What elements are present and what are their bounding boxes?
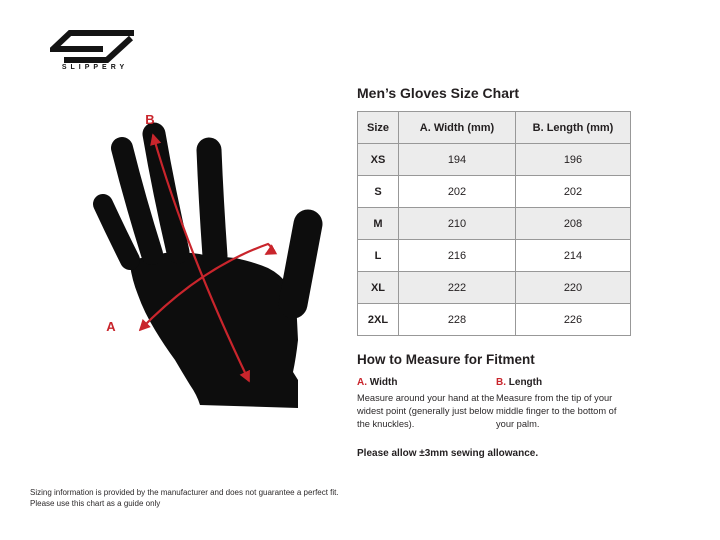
size-table xyxy=(357,111,631,336)
brand-name: SLIPPERY xyxy=(61,64,129,71)
width-cell: 228 xyxy=(399,304,516,336)
width-cell: 202 xyxy=(399,176,516,208)
size-cell: XS xyxy=(358,144,399,176)
size-chart-title: Men’s Gloves Size Chart xyxy=(357,85,520,101)
width-cell: 194 xyxy=(399,144,516,176)
size-cell: L xyxy=(358,240,399,272)
label-a: A xyxy=(106,319,116,334)
fitment-length-text: Measure from the tip of your middle finger to the bottom of your palm. xyxy=(496,393,617,430)
sewing-allowance-note: Please allow ±3mm sewing allowance. xyxy=(357,447,539,459)
size-cell: XL xyxy=(358,272,399,304)
length-cell: 214 xyxy=(516,240,631,272)
fitment-width-name: Width xyxy=(369,377,398,388)
size-cell: 2XL xyxy=(358,304,399,336)
length-cell: 202 xyxy=(516,176,631,208)
header-width: A. Width (mm) xyxy=(399,112,516,144)
width-cell: 210 xyxy=(399,208,516,240)
fitment-width-key: A. xyxy=(357,377,367,388)
size-cell: S xyxy=(358,176,399,208)
table-row xyxy=(358,208,631,240)
fitment-section-width xyxy=(357,377,496,432)
footer-disclaimer xyxy=(30,487,339,509)
fitment-columns xyxy=(357,377,630,432)
fitment-length-name: Length xyxy=(508,377,543,388)
fitment-length-heading xyxy=(496,377,630,388)
length-cell: 226 xyxy=(516,304,631,336)
fitment-width-text: Measure around your hand at the widest point (generally just below the knuckles). xyxy=(357,393,495,430)
hand-measurement-diagram xyxy=(82,100,342,430)
footer-line-1: Sizing information is provided by the manufacturer and does not guarantee a perfect fit. xyxy=(30,488,339,497)
size-chart-panel xyxy=(357,85,630,459)
fitment-section-length xyxy=(496,377,630,432)
table-row xyxy=(358,144,631,176)
table-row xyxy=(358,304,631,336)
table-row xyxy=(358,240,631,272)
hand-silhouette xyxy=(103,134,308,408)
slippery-logo-icon xyxy=(50,29,136,63)
size-cell: M xyxy=(358,208,399,240)
header-length: B. Length (mm) xyxy=(516,112,631,144)
length-cell: 196 xyxy=(516,144,631,176)
fitment-length-key: B. xyxy=(496,377,506,388)
label-b: B xyxy=(145,112,155,127)
length-cell: 208 xyxy=(516,208,631,240)
width-cell: 222 xyxy=(399,272,516,304)
fitment-title: How to Measure for Fitment xyxy=(357,352,535,367)
size-table-body xyxy=(358,144,631,336)
table-row xyxy=(358,272,631,304)
footer-line-2: Please use this chart as a guide only xyxy=(30,499,161,509)
width-cell: 216 xyxy=(399,240,516,272)
table-row xyxy=(358,176,631,208)
fitment-width-heading xyxy=(357,377,496,388)
header-size: Size xyxy=(358,112,399,144)
size-table-header-row xyxy=(358,112,631,144)
length-cell: 220 xyxy=(516,272,631,304)
